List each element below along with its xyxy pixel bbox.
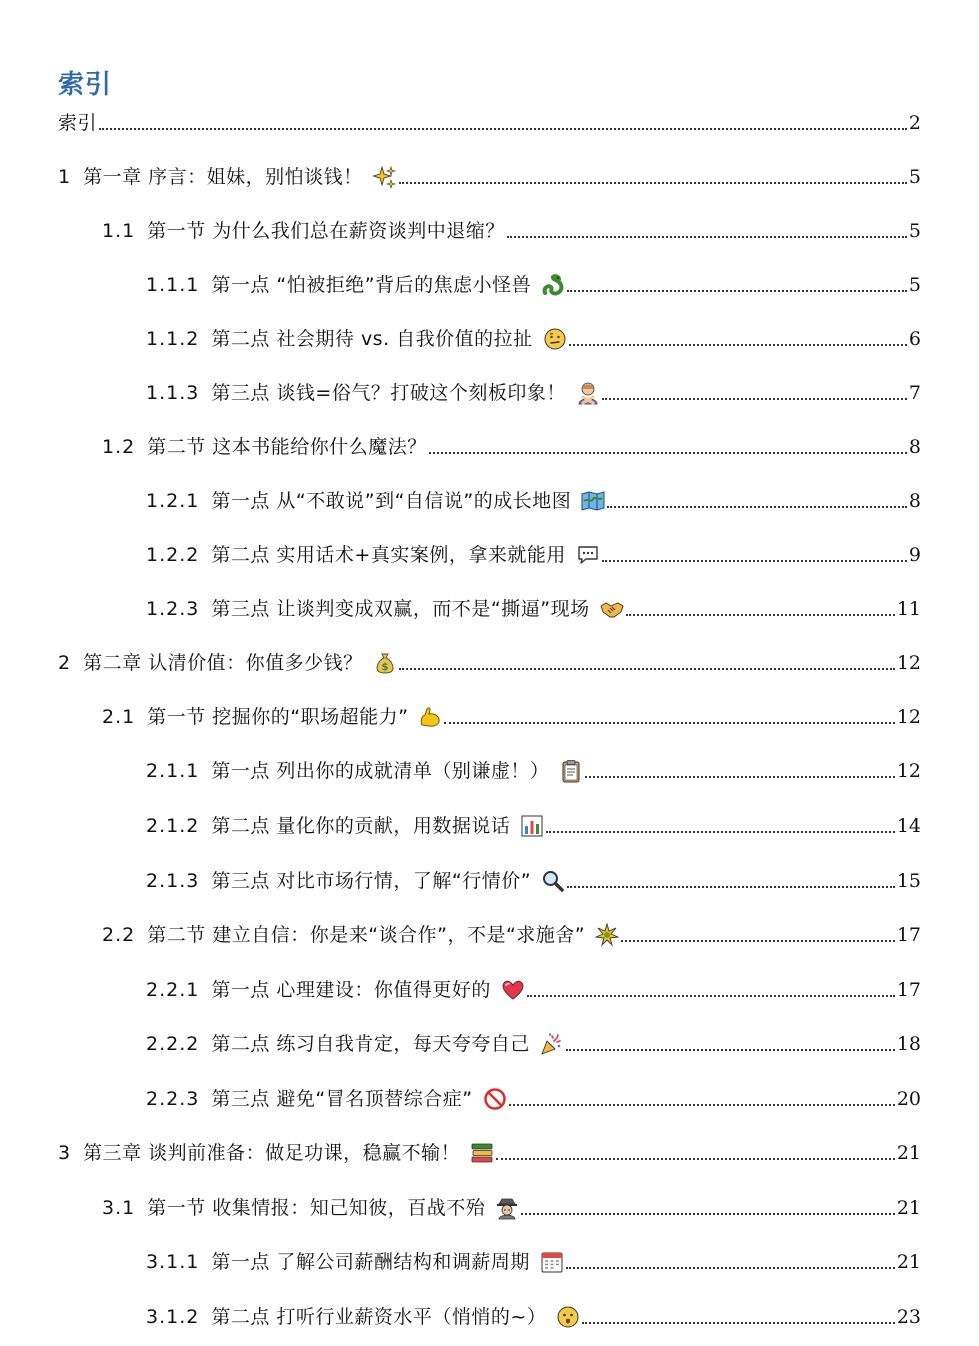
toc-entry[interactable] bbox=[146, 376, 921, 406]
toc-entry[interactable] bbox=[146, 1245, 921, 1275]
toc-entry-title: 第一节 收集情报：知己知彼，百战不殆 bbox=[147, 1197, 486, 1219]
toc-entry-page-number: 15 bbox=[896, 870, 921, 892]
toc-entry[interactable] bbox=[58, 106, 921, 136]
toc-entry-number: 2.2.1 bbox=[146, 979, 200, 1001]
toc-entry-number: 2.1.3 bbox=[146, 870, 200, 892]
toc-entry[interactable] bbox=[146, 1300, 921, 1330]
toc-leader-dots bbox=[566, 1049, 895, 1051]
toc-entry-number: 3.1.2 bbox=[146, 1306, 200, 1328]
toc-entry-number: 2.1.2 bbox=[146, 815, 200, 837]
toc-leader-dots bbox=[399, 182, 907, 184]
toc-entry-page-number: 18 bbox=[896, 1033, 921, 1055]
toc-leader-dots bbox=[399, 668, 895, 670]
toc-leader-dots bbox=[521, 1213, 895, 1215]
toc-entry-page-number: 12 bbox=[896, 652, 921, 674]
toc-entry[interactable] bbox=[146, 973, 921, 1003]
toc-entry-number: 1.2 bbox=[102, 436, 136, 458]
sparkle-burst-icon bbox=[595, 923, 619, 947]
toc-entry[interactable] bbox=[102, 918, 921, 948]
toc-entry[interactable] bbox=[146, 1027, 921, 1057]
magnifying-glass-icon bbox=[541, 869, 565, 893]
toc-entry[interactable] bbox=[146, 1082, 921, 1112]
toc-entry-number: 2.2.2 bbox=[146, 1033, 200, 1055]
toc-entry[interactable] bbox=[146, 538, 921, 568]
toc-entry-number: 1.1 bbox=[102, 220, 136, 242]
toc-leader-dots bbox=[582, 1322, 894, 1324]
toc-leader-dots bbox=[566, 1267, 895, 1269]
toc-entry[interactable] bbox=[146, 484, 921, 514]
toc-entry-number: 3 bbox=[58, 1142, 72, 1164]
toc-entry-title: 第一点 “怕被拒绝”背后的焦虑小怪兽 bbox=[211, 274, 532, 296]
toc-entry-page-number: 17 bbox=[896, 979, 921, 1001]
toc-entry[interactable] bbox=[58, 1136, 921, 1166]
toc-entry-title: 第一节 为什么我们总在薪资谈判中退缩？ bbox=[147, 220, 505, 242]
toc-entry-page-number: 5 bbox=[908, 166, 921, 188]
toc-entry-page-number: 21 bbox=[896, 1251, 921, 1273]
toc-entry-title: 第一节 挖掘你的“职场超能力” bbox=[147, 706, 409, 728]
hushed-face-icon bbox=[556, 1305, 580, 1329]
toc-leader-dots bbox=[496, 1158, 895, 1160]
toc-entry-title: 第二点 社会期待 vs. 自我价值的拉扯 bbox=[211, 328, 533, 350]
toc-leader-dots bbox=[626, 614, 895, 616]
toc-entry-title: 索引 bbox=[58, 112, 98, 134]
toc-entry-title: 第二节 这本书能给你什么魔法？ bbox=[147, 436, 427, 458]
toc-leader-dots bbox=[569, 344, 907, 346]
toc-entry-title: 第三点 对比市场行情，了解“行情价” bbox=[211, 870, 532, 892]
toc-entry-title: 第二点 量化你的贡献，用数据说话 bbox=[211, 815, 511, 837]
dragon-icon bbox=[541, 273, 565, 297]
toc-entry-number: 2.2 bbox=[102, 924, 136, 946]
toc-entry-title: 第一点 心理建设：你值得更好的 bbox=[211, 979, 491, 1001]
toc-entry-page-number: 20 bbox=[896, 1088, 921, 1110]
toc-leader-dots bbox=[546, 831, 894, 833]
toc-leader-dots bbox=[621, 940, 895, 942]
toc-entry-number: 2 bbox=[58, 652, 72, 674]
toc-entry-title: 第一点 列出你的成就清单（别谦虚！） bbox=[211, 760, 550, 782]
toc-entry-page-number: 5 bbox=[908, 220, 921, 242]
books-icon bbox=[470, 1141, 494, 1165]
toc-entry-page-number: 12 bbox=[896, 706, 921, 728]
toc-entry-page-number: 12 bbox=[896, 760, 921, 782]
toc-entry-number: 2.1.1 bbox=[146, 760, 200, 782]
toc-entry-title: 第三点 让谈判变成双赢，而不是“撕逼”现场 bbox=[211, 598, 590, 620]
toc-entry-page-number: 23 bbox=[896, 1306, 921, 1328]
calendar-icon bbox=[540, 1250, 564, 1274]
toc-entry-number: 1 bbox=[58, 166, 72, 188]
toc-entry-title: 第二点 练习自我肯定，每天夸夸自己 bbox=[211, 1033, 530, 1055]
toc-entry-title: 第一章 序言：姐妹，别怕谈钱！ bbox=[83, 166, 363, 188]
toc-entry-page-number: 8 bbox=[908, 490, 921, 512]
toc-entry-title: 第一点 了解公司薪酬结构和调薪周期 bbox=[211, 1251, 530, 1273]
toc-entry[interactable] bbox=[146, 322, 921, 352]
toc-entry[interactable] bbox=[146, 864, 921, 894]
toc-entry[interactable] bbox=[102, 1191, 921, 1221]
party-popper-icon bbox=[540, 1032, 564, 1056]
toc-leader-dots bbox=[585, 776, 894, 778]
toc-entry-title: 第二章 认清价值：你值多少钱？ bbox=[83, 652, 363, 674]
toc-entry-page-number: 9 bbox=[908, 544, 921, 566]
toc-entry[interactable] bbox=[102, 214, 921, 244]
toc-entry[interactable] bbox=[102, 430, 921, 460]
toc-entry-page-number: 2 bbox=[908, 112, 921, 134]
toc-entry[interactable] bbox=[58, 160, 921, 190]
toc-entry[interactable] bbox=[146, 809, 921, 839]
toc-entry-page-number: 6 bbox=[908, 328, 921, 350]
toc-entry[interactable] bbox=[146, 592, 921, 622]
toc-leader-dots bbox=[444, 722, 894, 724]
speech-bubble-icon bbox=[576, 543, 600, 567]
toc-entry-number: 3.1 bbox=[102, 1197, 136, 1219]
toc-leader-dots bbox=[509, 1104, 895, 1106]
sparkles-icon bbox=[373, 165, 397, 189]
toc-entry-page-number: 14 bbox=[896, 815, 921, 837]
toc-entry-title: 第三章 谈判前准备：做足功课，稳赢不输！ bbox=[83, 1142, 461, 1164]
toc-leader-dots bbox=[602, 398, 907, 400]
toc-entry-number: 2.2.3 bbox=[146, 1088, 200, 1110]
toc-leader-dots bbox=[99, 128, 907, 130]
woman-gesturing-no-icon bbox=[576, 381, 600, 405]
flexed-biceps-icon bbox=[418, 705, 442, 729]
toc-heading: 索引 bbox=[58, 70, 113, 100]
toc-entry-page-number: 7 bbox=[908, 382, 921, 404]
toc-leader-dots bbox=[567, 290, 907, 292]
money-bag-icon bbox=[373, 651, 397, 675]
toc-leader-dots bbox=[429, 452, 907, 454]
toc-leader-dots bbox=[607, 506, 907, 508]
toc-entry-title: 第二节 建立自信：你是来“谈合作”，不是“求施舍” bbox=[147, 924, 586, 946]
toc-entry-number: 1.2.1 bbox=[146, 490, 200, 512]
growing-heart-icon bbox=[501, 978, 525, 1002]
clipboard-icon bbox=[559, 759, 583, 783]
toc-leader-dots bbox=[507, 236, 907, 238]
toc-leader-dots bbox=[527, 995, 895, 997]
svg-text:$: $ bbox=[381, 662, 389, 673]
prohibited-icon bbox=[483, 1087, 507, 1111]
toc-entry-page-number: 17 bbox=[896, 924, 921, 946]
toc-entry-number: 1.2.2 bbox=[146, 544, 200, 566]
toc-entry[interactable] bbox=[146, 754, 921, 784]
handshake-icon bbox=[600, 597, 624, 621]
toc-entry-page-number: 5 bbox=[908, 274, 921, 296]
toc-entry-page-number: 21 bbox=[896, 1142, 921, 1164]
bar-chart-icon bbox=[520, 814, 544, 838]
toc-entry-page-number: 8 bbox=[908, 436, 921, 458]
toc-leader-dots bbox=[567, 886, 895, 888]
toc-entry-number: 1.1.2 bbox=[146, 328, 200, 350]
detective-icon bbox=[495, 1196, 519, 1220]
toc-entry-title: 第二点 打听行业薪资水平（悄悄的~） bbox=[211, 1306, 547, 1328]
toc-entry-number: 3.1.1 bbox=[146, 1251, 200, 1273]
toc-entry-title: 第二点 实用话术+真实案例，拿来就能用 bbox=[211, 544, 566, 566]
toc-entry-number: 1.1.1 bbox=[146, 274, 200, 296]
toc-entry-number: 2.1 bbox=[102, 706, 136, 728]
toc-entry[interactable] bbox=[102, 700, 921, 730]
toc-entry[interactable] bbox=[58, 646, 921, 676]
toc-entry[interactable] bbox=[146, 268, 921, 298]
toc-entry-number: 1.1.3 bbox=[146, 382, 200, 404]
toc-entry-title: 第一点 从“不敢说”到“自信说”的成长地图 bbox=[211, 490, 572, 512]
confused-face-icon bbox=[543, 327, 567, 351]
toc-entry-number: 1.2.3 bbox=[146, 598, 200, 620]
toc-entry-page-number: 21 bbox=[896, 1197, 921, 1219]
toc-leader-dots bbox=[602, 560, 907, 562]
toc-entry-title: 第三点 避免“冒名顶替综合症” bbox=[211, 1088, 473, 1110]
toc-entry-title: 第三点 谈钱=俗气？打破这个刻板印象！ bbox=[211, 382, 566, 404]
toc-entry-page-number: 11 bbox=[896, 598, 921, 620]
map-icon bbox=[581, 489, 605, 513]
